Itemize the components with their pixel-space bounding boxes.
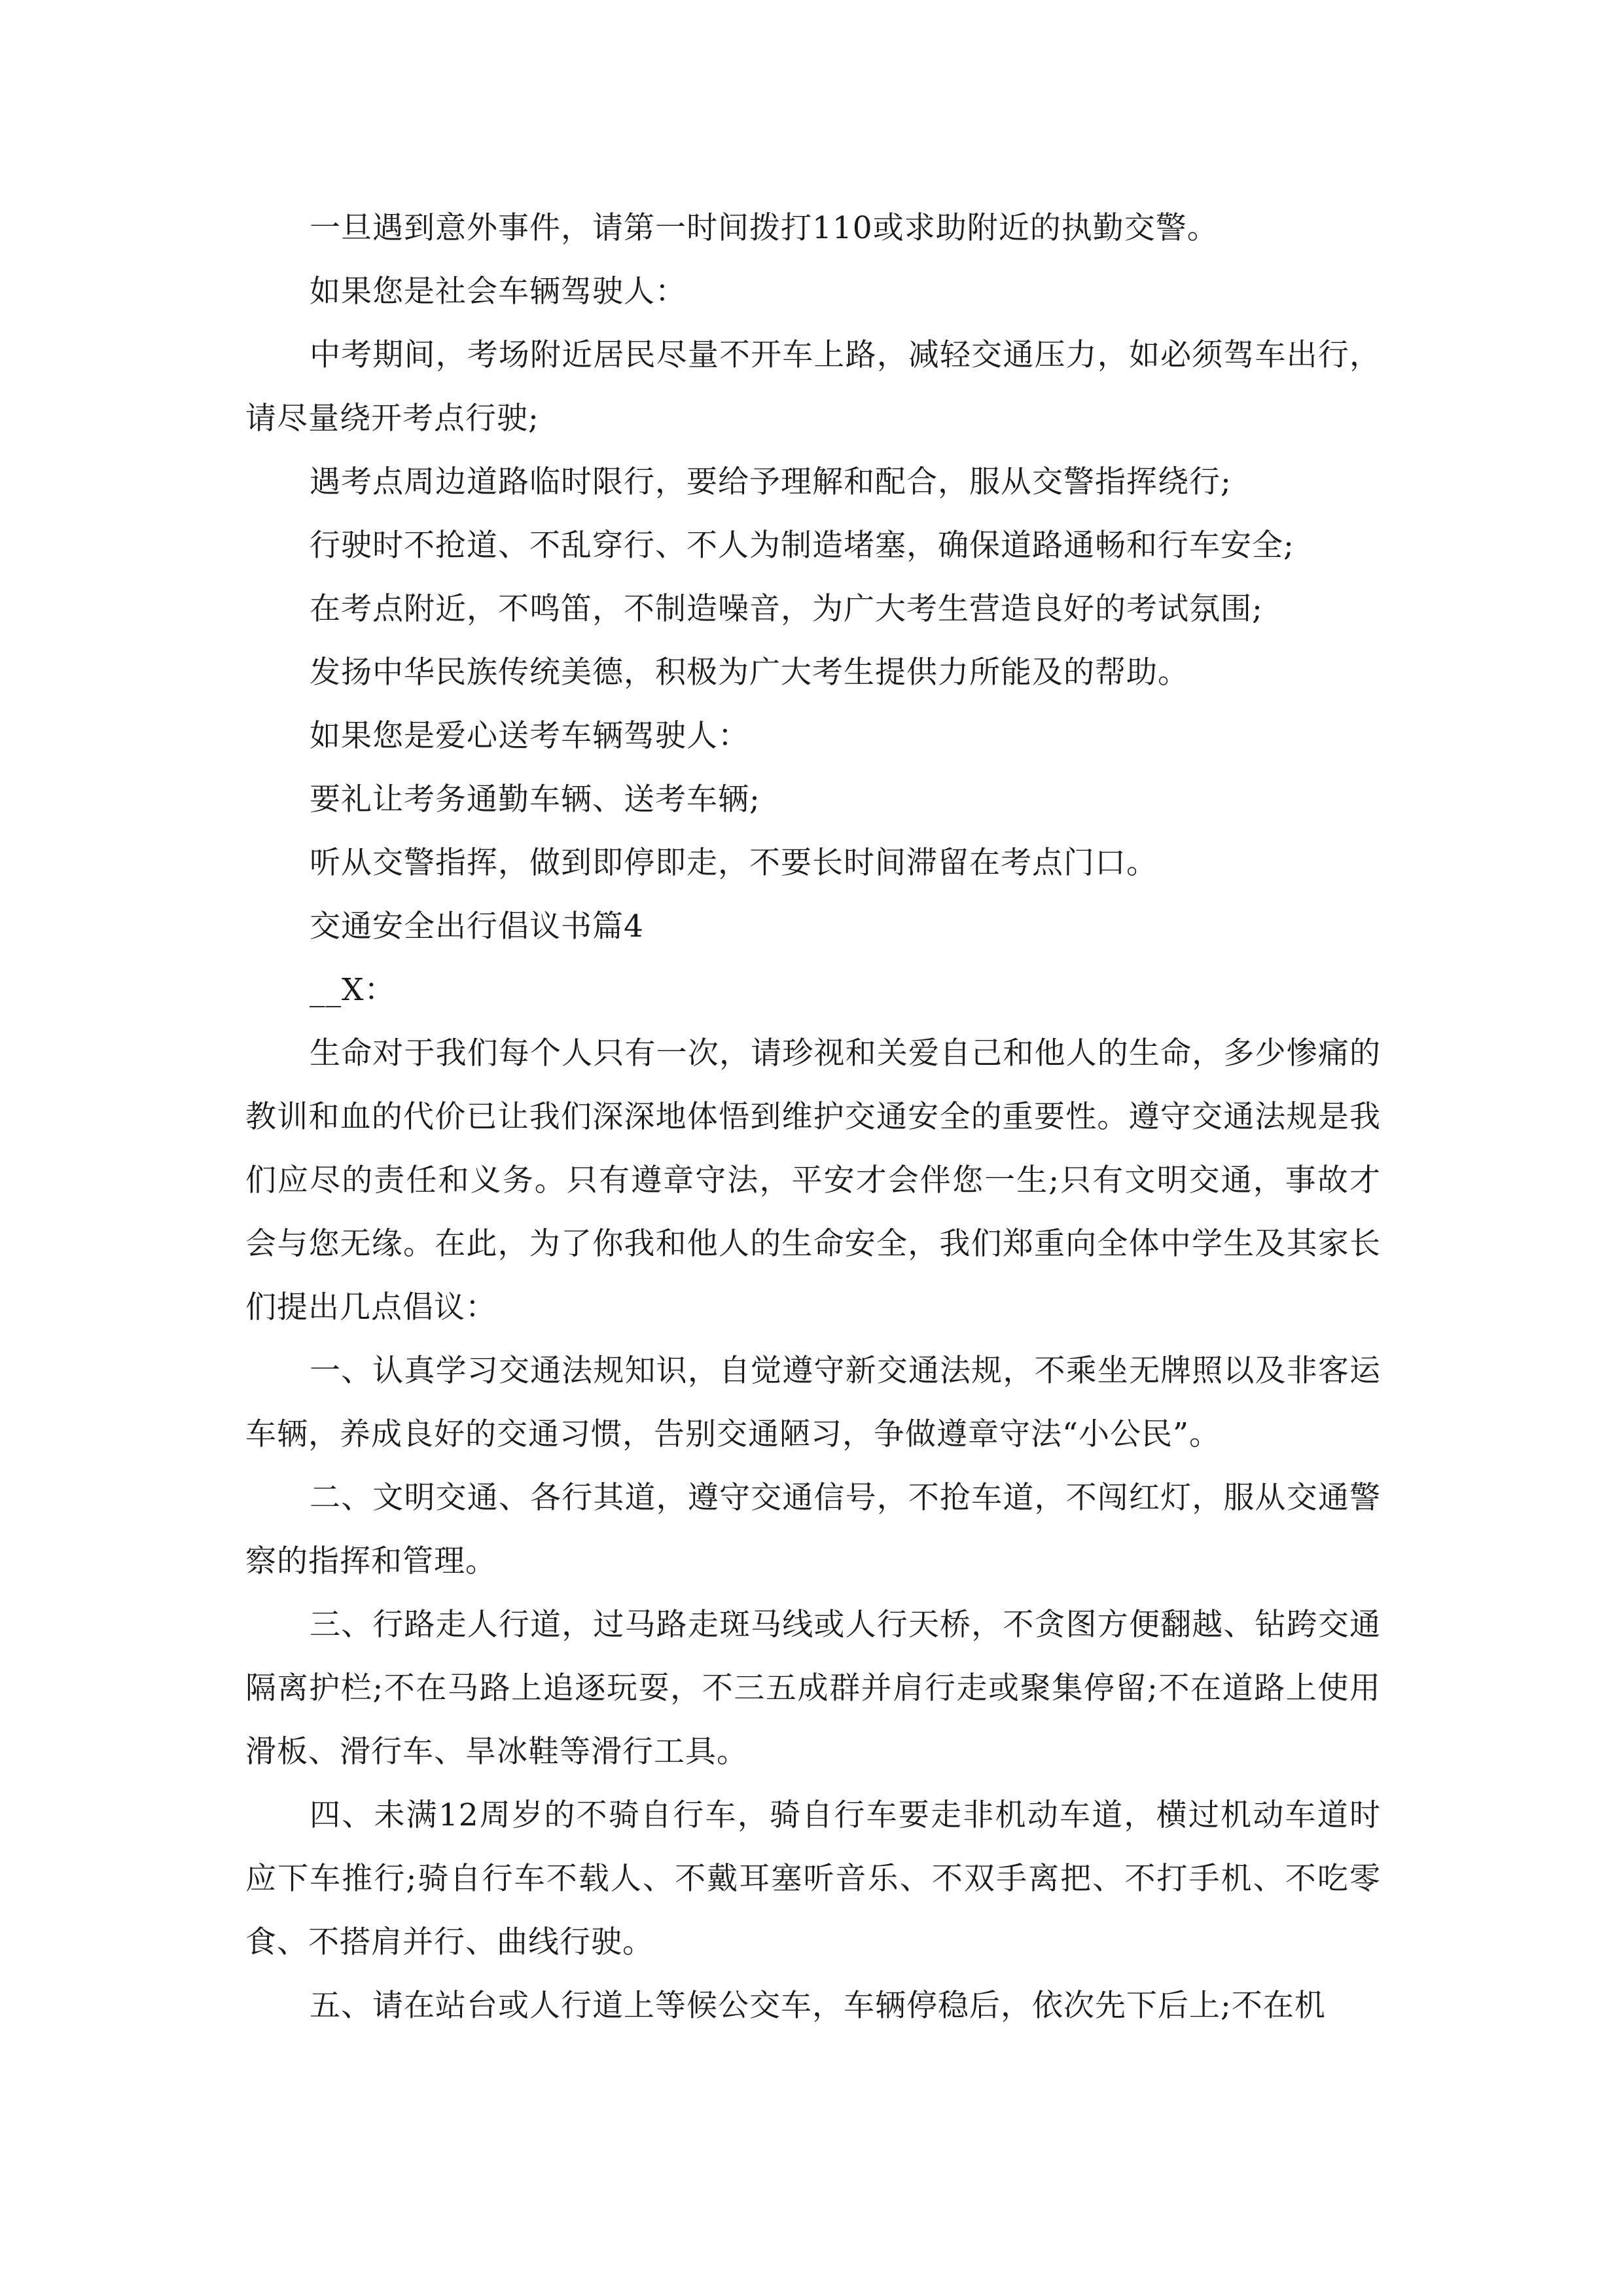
paragraph-accident-call: 一旦遇到意外事件，请第一时间拨打110或求助附近的执勤交警。 <box>310 210 1219 246</box>
paragraph-follow-police: 听从交警指挥，做到即停即走，不要长时间滞留在考点门口。 <box>310 845 1158 881</box>
paragraph-intro: 生命对于我们每个人只有一次，请珍视和关爱自己和他人的生命，多少惨痛的教训和血的代价已让我们深深地体悟到维护交通安全的重要性。遵守交通法规是我们应尽的责任和义务。只有遵章守法，平安才会伴您一生;只有文明交通，事故才会与您无缘。在此，为了你我和他人的生命安全，我们郑重向全体中学生及其家长们提出几点倡议： <box>245 1035 1381 1325</box>
salutation: __X： <box>310 972 396 1008</box>
paragraph-no-lane-cutting: 行驶时不抢道、不乱穿行、不人为制造堵塞，确保道路通畅和行车安全; <box>310 528 1294 564</box>
paragraph-road-restriction: 遇考点周边道路临时限行，要给予理解和配合，服从交警指挥绕行; <box>310 464 1232 500</box>
paragraph-driver-heading: 如果您是社会车辆驾驶人： <box>310 274 687 310</box>
paragraph-no-honking: 在考点附近，不鸣笛，不制造噪音，为广大考生营造良好的考试氛围; <box>310 591 1263 627</box>
paragraph-volunteer-driver-heading: 如果您是爱心送考车辆驾驶人： <box>310 718 749 754</box>
paragraph-proposal-1: 一、认真学习交通法规知识，自觉遵守新交通法规，不乘坐无牌照以及非客运车辆，养成良好的交通习惯，告别交通陋习，争做遵章守法“小公民”。 <box>245 1353 1381 1452</box>
paragraph-proposal-3: 三、行路走人行道，过马路走斑马线或人行天桥，不贪图方便翻越、钻跨交通隔离护栏;不在马路上追逐玩耍，不三五成群并肩行走或聚集停留;不在道路上使用滑板、滑行车、旱冰鞋等滑行工具。 <box>245 1607 1381 1770</box>
paragraph-yield-vehicles: 要礼让考务通勤车辆、送考车辆; <box>310 781 760 817</box>
paragraph-proposal-5: 五、请在站台或人行道上等候公交车，车辆停稳后，依次先下后上;不在机 <box>310 1988 1326 2024</box>
paragraph-exam-driving: 中考期间，考场附近居民尽量不开车上路，减轻交通压力，如必须驾车出行，请尽量绕开考点行驶; <box>245 337 1381 437</box>
paragraph-proposal-2: 二、文明交通、各行其道，遵守交通信号，不抢车道，不闯红灯，服从交通警察的指挥和管理。 <box>245 1480 1381 1579</box>
section-title: 交通安全出行倡议书篇4 <box>310 908 644 944</box>
paragraph-help-examinees: 发扬中华民族传统美德，积极为广大考生提供力所能及的帮助。 <box>310 655 1189 691</box>
paragraph-proposal-4: 四、未满12周岁的不骑自行车，骑自行车要走非机动车道，横过机动车道时应下车推行;骑自行车不载人、不戴耳塞听音乐、不双手离把、不打手机、不吃零食、不搭肩并行、曲线行驶。 <box>245 1797 1381 1960</box>
document-body <box>245 196 1381 2037</box>
